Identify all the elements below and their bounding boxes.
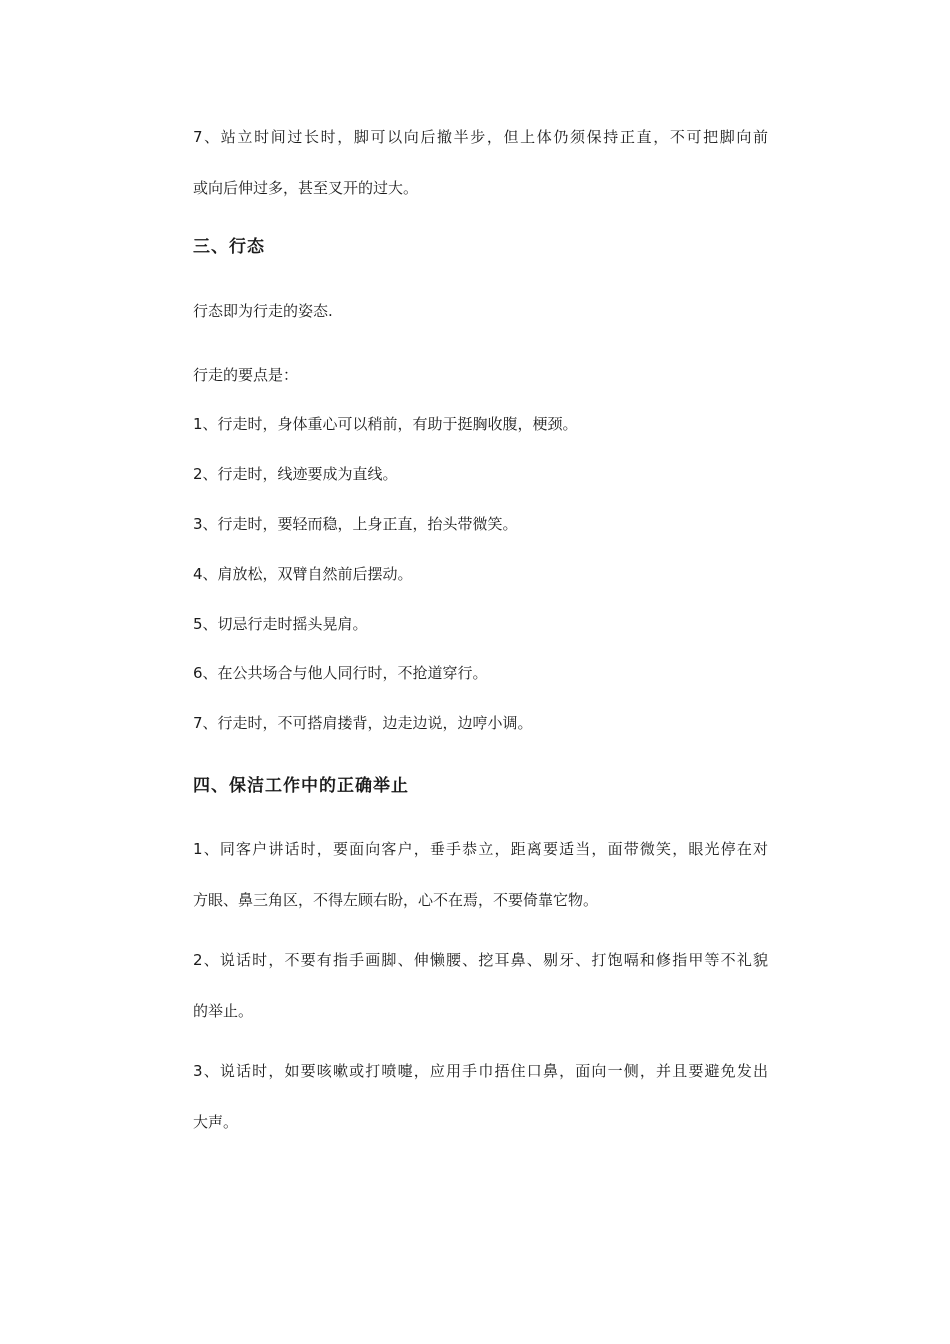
paragraph-conduct-3-line2: 大声。 [193, 1113, 239, 1131]
paragraph-conduct-3-line1: 3、说话时，如要咳嗽或打喷嚏，应用手巾捂住口鼻，面向一侧，并且要避免发出 [193, 1062, 768, 1080]
list-item-walk-5: 5、切忌行走时摇头晃肩。 [193, 615, 368, 633]
list-item-walk-6: 6、在公共场合与他人同行时，不抢道穿行。 [193, 664, 488, 682]
list-item-walk-4: 4、肩放松，双臂自然前后摆动。 [193, 565, 413, 583]
paragraph-standing-7-line2: 或向后伸过多，甚至叉开的过大。 [193, 179, 419, 197]
paragraph-standing-7-line1: 7、站立时间过长时，脚可以向后撤半步，但上体仍须保持正直，不可把脚向前 [193, 128, 768, 146]
list-item-walk-1: 1、行走时，身体重心可以稍前，有助于挺胸收腹，梗颈。 [193, 415, 578, 433]
list-item-walk-2: 2、行走时，线迹要成为直线。 [193, 465, 398, 483]
paragraph-conduct-1-line1: 1、同客户讲话时，要面向客户，垂手恭立，距离要适当，面带微笑，眼光停在对 [193, 840, 768, 858]
paragraph-intro-1: 行态即为行走的姿态. [193, 302, 333, 320]
paragraph-intro-2: 行走的要点是： [193, 366, 299, 384]
section-heading-4: 四、保洁工作中的正确举止 [193, 776, 409, 796]
paragraph-conduct-2-line1: 2、说话时，不要有指手画脚、伸懒腰、挖耳鼻、剔牙、打饱嗝和修指甲等不礼貌 [193, 951, 768, 969]
section-heading-3: 三、行态 [193, 237, 265, 257]
list-item-walk-3: 3、行走时，要轻而稳，上身正直，抬头带微笑。 [193, 515, 518, 533]
paragraph-conduct-2-line2: 的举止。 [193, 1002, 254, 1020]
list-item-walk-7: 7、行走时，不可搭肩搂背，边走边说，边哼小调。 [193, 714, 533, 732]
paragraph-conduct-1-line2: 方眼、鼻三角区，不得左顾右盼，心不在焉，不要倚靠它物。 [193, 891, 599, 909]
